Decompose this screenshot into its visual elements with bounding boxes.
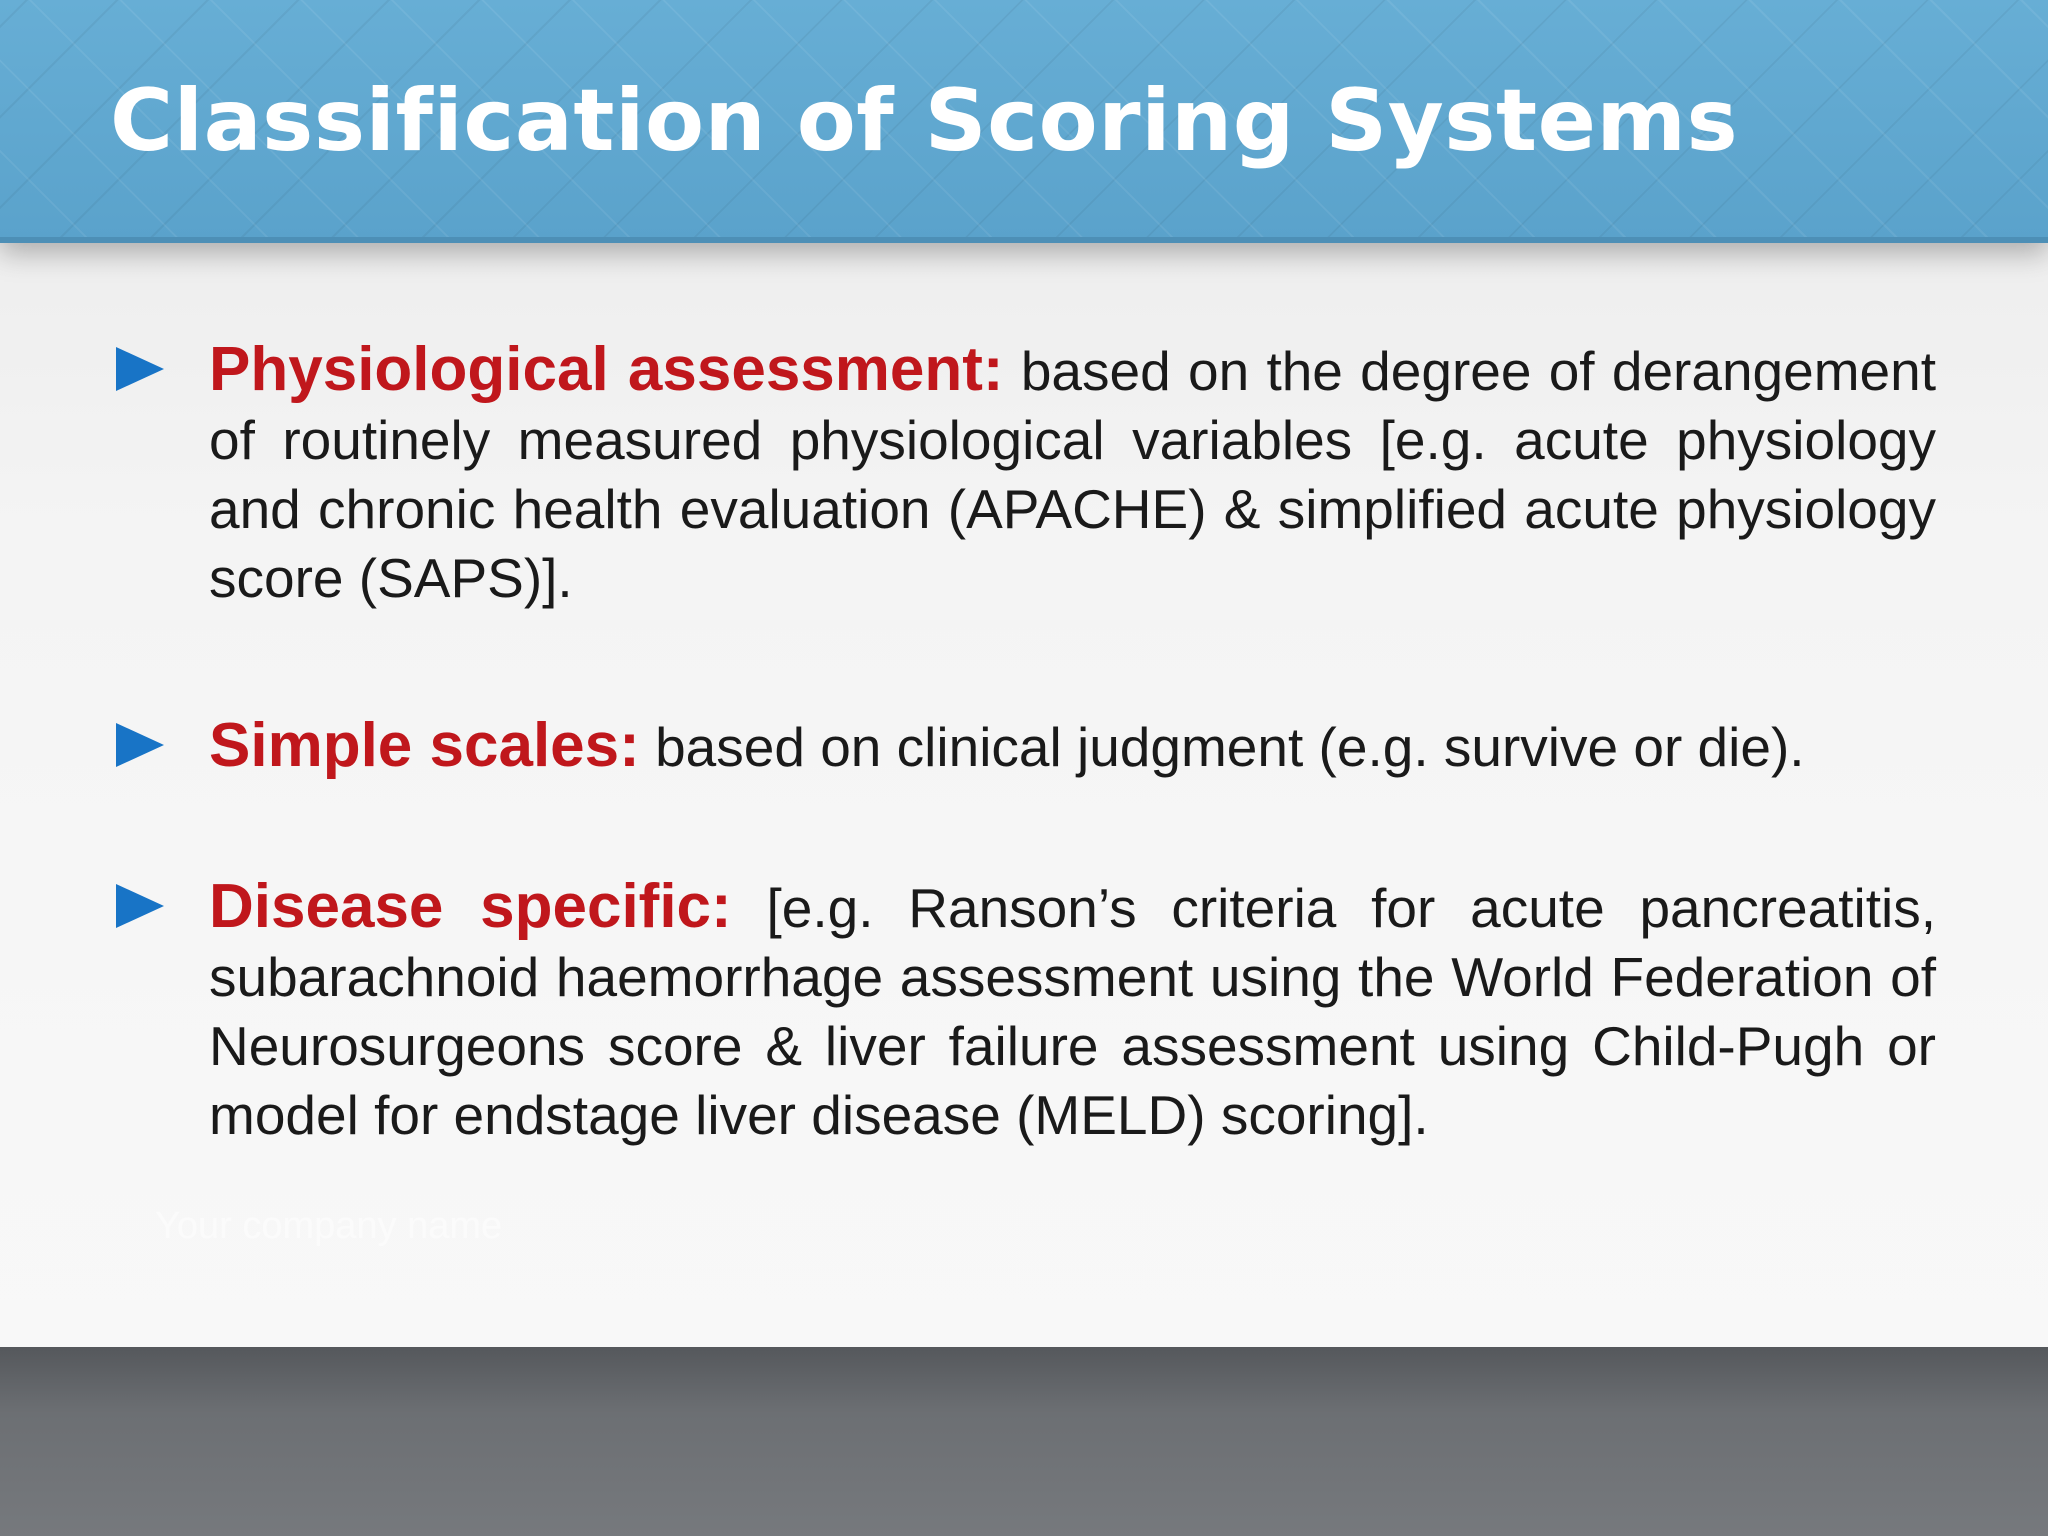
bullet-list (116, 335, 1936, 1150)
header-edge (0, 237, 2048, 243)
triangle-right-icon (116, 884, 164, 928)
bullet-physiological (116, 335, 1936, 613)
bullet-simple-scales (116, 711, 1936, 782)
bullet-text: [e.g. Ranson’s criteria for acute pancreatitis, subarachnoid haemorrhage assessment using the World Federation of Neurosurgeons score & liver failure assessment using Child-Pugh or model for endstage liver disease (MELD) scoring]. (209, 877, 1936, 1146)
bullet-text: based on the degree of derangement of routinely measured physiological variables [e.g. acute physiology and chronic health evaluation (APACHE) & simplified acute physiology score (SAPS)]. (209, 340, 1936, 609)
bullet-disease-specific (116, 872, 1936, 1150)
company-name-placeholder: Your company name (155, 1205, 503, 1247)
slide-header (0, 0, 2048, 243)
bullet-term: Disease specific: (209, 872, 732, 941)
triangle-right-icon (116, 347, 164, 391)
slide-title: Classification of Scoring Systems (110, 71, 1739, 171)
triangle-right-icon (116, 723, 164, 767)
bullet-text: based on clinical judgment (e.g. survive or die). (639, 716, 1805, 778)
bullet-term: Simple scales: (209, 711, 640, 780)
bullet-term: Physiological assessment: (209, 335, 1004, 404)
bottom-band (0, 1347, 2048, 1536)
